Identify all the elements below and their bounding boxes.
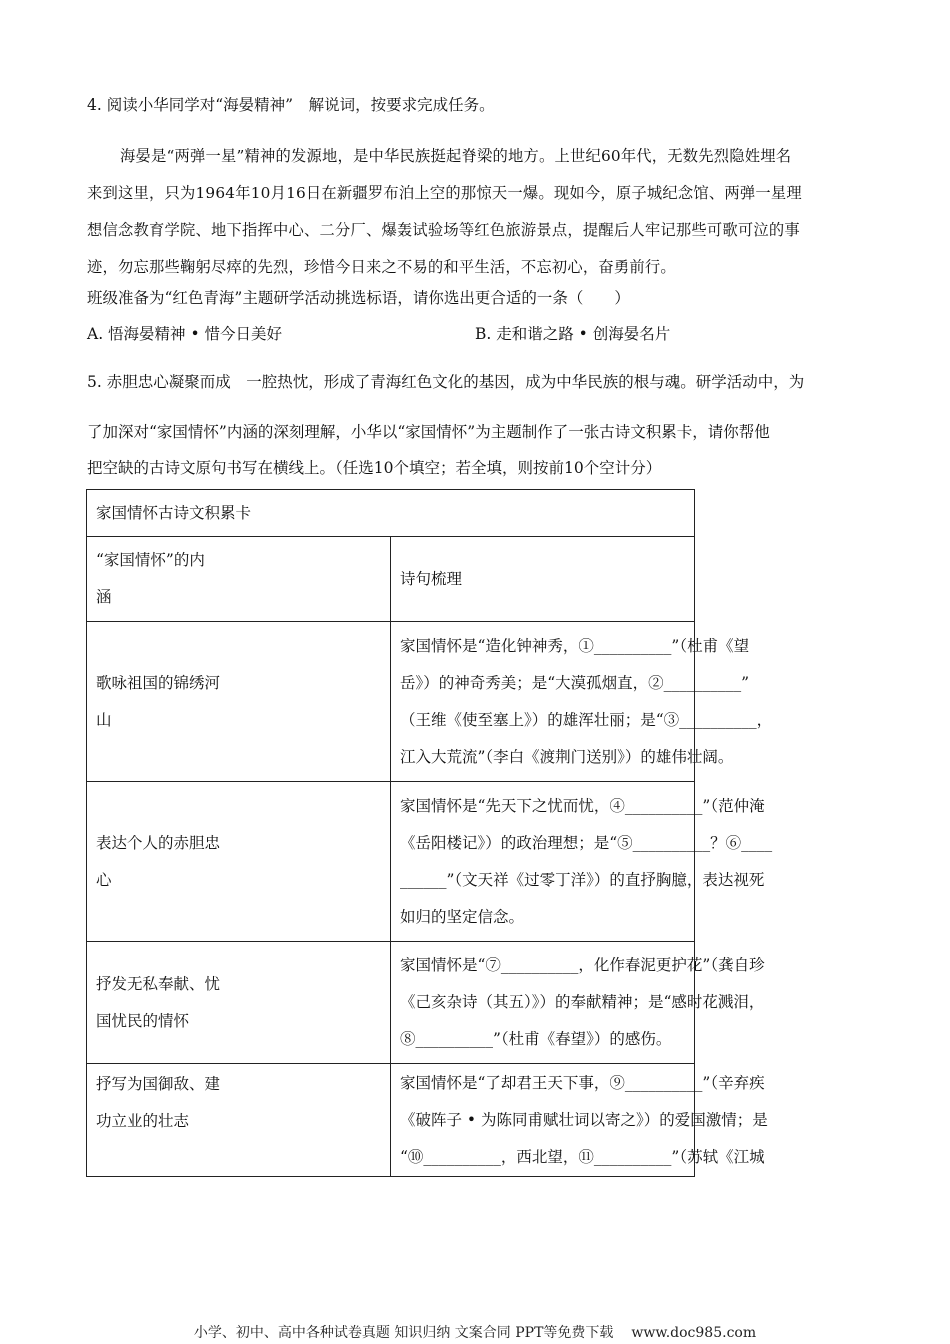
verse-line[interactable]: （王维《使至塞上》）的雄浑壮丽；是“③__________， <box>400 710 773 729</box>
row-theme-cell <box>87 782 391 942</box>
row-theme-line: 功立业的壮志 <box>96 1112 190 1130</box>
header-meaning-cell <box>87 537 391 622</box>
row-theme-cell <box>87 622 391 782</box>
passage-line: 来到这里，只为1964年10月16日在新疆罗布泊上空的那惊天一爆。现如今，原子城纪念馆、两弹一星理 <box>87 184 802 202</box>
page-footer <box>0 1322 950 1342</box>
row-verses-cell <box>391 942 765 1064</box>
footer-text: 小学、初中、高中各种试卷真题 知识归纳 文案合同 PPT等免费下载 <box>193 1325 614 1341</box>
row-verses-cell <box>391 782 773 942</box>
passage-line: 海晏是“两弹一星”精神的发源地，是中华民族挺起脊梁的地方。上世纪60年代，无数先烈隐姓埋名 <box>120 147 792 165</box>
question-5-line: 把空缺的古诗文原句书写在横线上。（任选10个填空；若全填，则按前10个空计分） <box>87 459 662 477</box>
row-verses-cell <box>391 622 773 782</box>
row-theme-line: 抒写为国御敌、建 <box>96 1075 221 1093</box>
verse-line[interactable]: 家国情怀是“⑦__________，化作春泥更护花”（龚自珍 <box>400 956 765 974</box>
row-theme-line: 抒发无私奉献、忧 <box>96 974 221 993</box>
option-b[interactable]: B. 走和谐之路 • 创海晏名片 <box>475 325 671 343</box>
verse-line[interactable]: “⑩__________，西北望，⑪__________”（苏轼《江城 <box>400 1147 765 1166</box>
row-theme-line: 山 <box>96 710 112 729</box>
row-theme-cell <box>87 942 391 1064</box>
question-5-line: 了加深对“家国情怀”内涵的深刻理解，小华以“家国情怀”为主题制作了一张古诗文积累卡，请你帮他 <box>87 423 770 441</box>
verse-line: 如归的坚定信念。 <box>400 907 525 926</box>
option-a[interactable]: A. 悟海晏精神 • 惜今日美好 <box>87 325 283 343</box>
row-theme-cell <box>87 1064 391 1177</box>
question-5-line: 5. 赤胆忠心凝聚而成 一腔热忱，形成了青海红色文化的基因，成为中华民族的根与魂。研学活动中，为 <box>87 373 805 391</box>
card-title: 家国情怀古诗文积累卡 <box>87 490 695 537</box>
question-4-prompt: 班级准备为“红色青海”主题研学活动挑选标语，请你选出更合适的一条（ ） <box>87 289 630 307</box>
row-theme-line: 国忧民的情怀 <box>96 1011 190 1030</box>
row-theme-line: 表达个人的赤胆忠 <box>96 833 221 852</box>
row-theme-line: 歌咏祖国的锦绣河 <box>96 673 221 692</box>
question-4-title: 4. 阅读小华同学对“海晏精神” 解说词，按要求完成任务。 <box>87 96 495 114</box>
verse-line[interactable]: 《岳阳楼记》）的政治理想；是“⑤__________？⑥____ <box>400 833 773 852</box>
header-meaning-line: 涵 <box>96 588 112 606</box>
verse-line: 《己亥杂诗（其五）》）的奉献精神；是“感时花溅泪， <box>400 993 765 1011</box>
footer-site-link[interactable]: www.doc985.com <box>631 1325 757 1341</box>
verse-line[interactable]: ⑧__________”（杜甫《春望》）的感伤。 <box>400 1030 672 1048</box>
header-meaning-line: “家国情怀”的内 <box>96 551 205 569</box>
verse-line: 江入大荒流”（李白《渡荆门送别》）的雄伟壮阔。 <box>400 747 734 766</box>
verse-line[interactable]: 岳》）的神奇秀美；是“大漠孤烟直，②__________” <box>400 673 750 692</box>
passage-line: 迹，勿忘那些鞠躬尽瘁的先烈，珍惜今日来之不易的和平生活，不忘初心，奋勇前行。 <box>87 258 676 276</box>
verse-line[interactable]: 家国情怀是“先天下之忧而忧，④__________”（范仲淹 <box>400 796 765 815</box>
verse-line[interactable]: 家国情怀是“了却君王天下事，⑨__________”（辛弃疾 <box>400 1073 765 1092</box>
verse-line: 《破阵子 • 为陈同甫赋壮词以寄之》）的爱国激情；是 <box>400 1110 768 1129</box>
row-verses-cell <box>391 1064 768 1177</box>
header-verses-cell: 诗句梳理 <box>391 537 695 622</box>
verse-line[interactable]: ______”（文天祥《过零丁洋》）的直抒胸臆，表达视死 <box>400 870 765 889</box>
row-theme-line: 心 <box>96 870 112 889</box>
poetry-accumulation-card <box>86 489 773 1177</box>
verse-line[interactable]: 家国情怀是“造化钟神秀，①__________”（杜甫《望 <box>400 636 750 655</box>
passage-line: 想信念教育学院、地下指挥中心、二分厂、爆轰试验场等红色旅游景点，提醒后人牢记那些可歌可泣的事 <box>87 221 800 239</box>
